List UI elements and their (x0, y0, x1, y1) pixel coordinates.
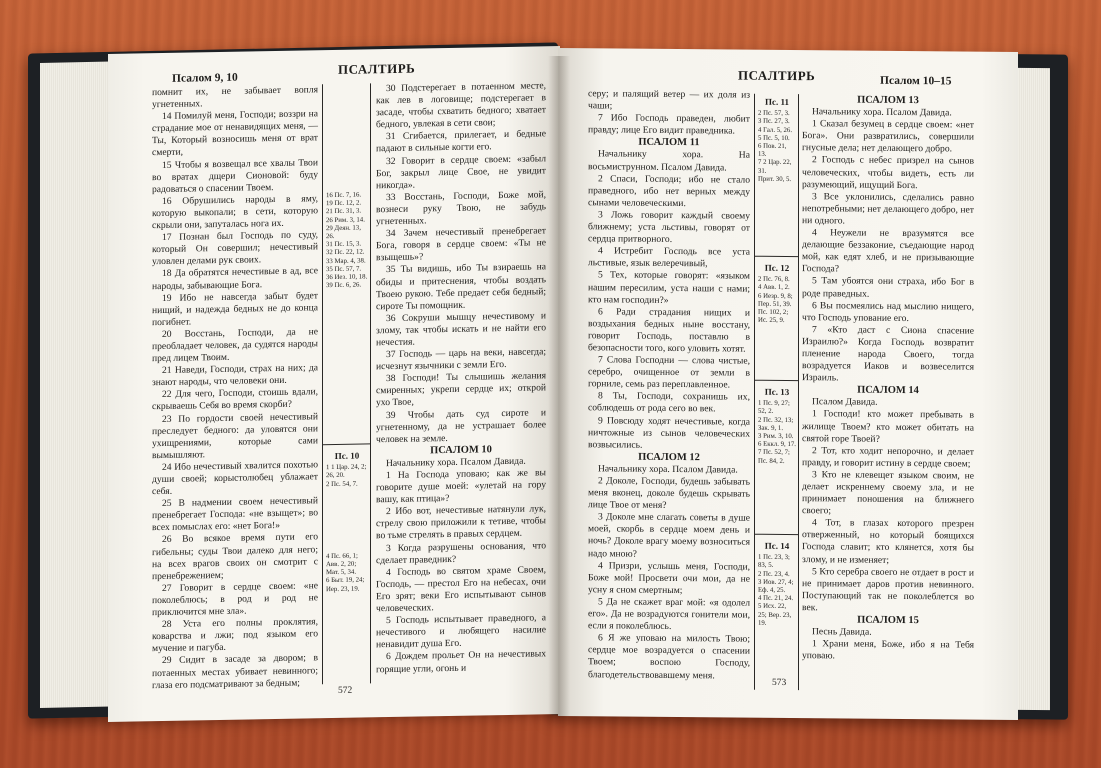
left-page (108, 46, 560, 722)
verse: 7 «Кто даст с Сиона спасение Израилю?» Когда Господь возвратит пленение народа Своего, тогда возрадуется Иаков и возвеселится Израиль. (802, 323, 974, 384)
right-crossrefs-ps14 (758, 540, 796, 628)
crossref: 5 Исх. 22, 25; Вер. 23, 19. (758, 603, 792, 627)
right-crossrefs-ps13 (758, 386, 796, 466)
crossref: 4 Пс. 66, 1; Авв. 2, 20; Мат. 5, 34. (326, 552, 358, 577)
crossref: 2 Пс. 23, 4. (758, 570, 790, 578)
crossref: 6 Еккл. 9, 17. (758, 440, 796, 449)
crossref: 3 Пс. 27, 3. (758, 118, 790, 126)
crossref: 32 Пс. 22, 12. (326, 248, 365, 257)
verse: Псалом Давида. (812, 396, 878, 409)
verse: 1 Господи! кто может пребывать в жилище Твоем? кто может обитать на святой горе Твоей? (802, 408, 974, 445)
crossref: 3 Иов. 27, 4; Еф. 4, 25. (758, 578, 794, 594)
verse: 39 Чтобы дать суд сироте и угнетенному, да не устрашает более человек на земле. (376, 406, 546, 445)
right-ref-divider-1 (754, 256, 798, 257)
crossref: 2 Пс. 76, 8. (758, 275, 790, 284)
verse: помнит их, не забывает вопля угнетенных. (152, 84, 318, 111)
crossref: 2 Пс. 32, 13; Зак. 9, 1. (758, 416, 794, 432)
verse: серу; и палящий ветер — их доля из чаши; (588, 88, 750, 112)
verse: 33 Восстань, Господи, Боже мой, вознеси руку Твою, не забудь угнетенных. (376, 189, 546, 228)
verse: 5 Тех, которые говорят: «языком нашим пересилим, уста наши с нами; кто нам господин?» (588, 269, 750, 306)
crossref: 1 Пс. 23, 3; 83, 5. (758, 553, 790, 570)
crossref: 35 Пс. 57, 7. (326, 265, 362, 273)
verse: 3 Когда разрушены основания, что сделает праведник? (376, 539, 546, 566)
crossref: 4 Авв. 1, 2. (758, 284, 790, 292)
verse: 28 Уста его полны проклятия, коварства и лжи; под языком его мучение и пагуба. (152, 616, 318, 655)
crossref: 6 Пов. 21, 13. (758, 142, 787, 159)
left-crossrefs-top (326, 191, 368, 290)
verse: 38 Господи! Ты слышишь желания смиренных; укрепи сердце их; открой ухо Твое, (376, 370, 546, 409)
verse: 4 Неужели не вразумятся все делающие беззаконие, съедающие народ мой, как едят хлеб, и не призывающие Господа? (802, 227, 974, 275)
left-running-header: Псалом 9, 10 (172, 71, 238, 85)
crossref: 3 Рим. 3, 10. (758, 432, 794, 441)
verse: 36 Сокруши мышцу нечестивому и злому, так чтобы искать и не найти его нечестия. (376, 310, 546, 349)
right-column-rule-1 (754, 94, 755, 690)
verse: 2 Ибо вот, нечестивые натянули лук, стрелу свою приложили к тетиве, чтобы во тьме стрелять в правых сердцем. (376, 503, 546, 542)
verse: 1 Сказал безумец в сердце своем: «нет Бога». Они развратились, совершили гнусные дела; нет делающего добро. (802, 118, 974, 155)
right-page (558, 48, 1018, 720)
verse: 34 Зачем нечестивый пренебрегает Бога, говоря в сердце своем: «Ты не взыщешь»? (376, 225, 546, 264)
verse: 21 Наведи, Господи, страх на них; да знают народы, что человеки они. (152, 362, 318, 389)
verse: 6 Ради страдания нищих и воздыхания бедных ныне восстану, говорит Господь, поставлю в безопасности того, кого уловить хотят. (588, 306, 750, 355)
verse: 3 Кто не клевещет языком своим, не делает искреннему своему зла, и не принимает поношения на ближнего своего; (802, 469, 974, 517)
verse: Начальнику хора. Псалом Давида. (386, 455, 526, 469)
verse: 1 На Господа уповаю; как же вы говорите душе моей: «улетай на гору вашу, как птица»? (376, 467, 546, 506)
verse: 4 Истребит Господь все уста льстивые, язык велеречивый, (588, 245, 750, 270)
crossref: 5 Пс. 5, 10. (758, 134, 790, 142)
crossref-psalm-label: Пс. 10 (334, 450, 360, 461)
left-column-rule-1 (322, 84, 323, 684)
verse: 8 Ты, Господи, сохранишь их, соблюдешь от рода сего во век. (588, 390, 750, 415)
right-ref-divider-2 (754, 380, 798, 381)
crossref: 7 2 Цар. 22, 31. (758, 159, 792, 175)
crossref: 31 Пс. 15, 3. (326, 240, 362, 249)
crossref: 4 Пс. 21, 24. (758, 594, 794, 603)
page-number-left: 572 (338, 685, 353, 696)
verse: 23 По гордости своей нечестивый преследует бедного: да уловятся они ухищрениями, которые сами вымышляют. (152, 410, 318, 461)
verse: 14 Помилуй меня, Господи; воззри на страдание мое от ненавидящих меня, — Ты, Который возносишь меня от врат смерти, (152, 108, 318, 159)
verse: 26 Во всякое время пути его гибельны; суды Твои далеко для него; на всех врагов своих он смотрит с пренебрежением; (152, 531, 318, 582)
right-running-header: Псалом 10–15 (880, 74, 952, 88)
verse: 2 Спаси, Господи; ибо не стало праведного, ибо нет верных между сынами человеческими. (588, 172, 750, 209)
right-page-title: ПСАЛТИРЬ (738, 67, 816, 84)
left-page-title: ПСАЛТИРЬ (338, 60, 416, 77)
verse: 31 Сгибается, прилегает, и бедные падают в сильные когти его. (376, 128, 546, 155)
psalm-heading: ПСАЛОМ 15 (857, 614, 919, 627)
verse: 5 Кто серебра своего не отдает в рост и не принимает даров против невинного. Поступающий так не поколеблется во век. (802, 565, 974, 614)
crossref: 2 Пс. 57, 3. (758, 109, 790, 118)
crossref: 21 Пс. 31, 3. (326, 207, 362, 216)
verse: Начальнику хора. Псалом Давида. (598, 463, 738, 476)
crossref: Пс. 102, 2; Ис. 25, 9. (758, 308, 789, 325)
verse: 1 Храни меня, Боже, ибо я на Тебя уповаю. (802, 638, 974, 662)
left-column-1 (152, 84, 318, 692)
verse: 9 Повсюду ходят нечестивые, когда ничтожные из сынов человеческих возвысились. (588, 414, 750, 451)
verse: 5 Там убоятся они страха, ибо Бог в роде праведных. (802, 275, 974, 300)
verse: 35 Ты видишь, ибо Ты взираешь на обиды и притеснения, чтобы воздать Твоею рукою. Тебе предает себя бедный; сироте Ты помощник. (376, 261, 546, 312)
left-column-2 (376, 80, 546, 676)
verse: 7 Ибо Господь праведен, любит правду; лице Его видит праведника. (588, 112, 750, 137)
verse: 4 Господь во святом храме Своем, Господь, — престол Его на небесах, очи Его зрят; веки Его испытывают сынов человеческих. (376, 564, 546, 615)
right-column-rule-2 (798, 94, 799, 690)
verse: 3 Доколе мне слагать советы в душе моей, скорбь в сердце моем день и ночь? Доколе врагу моему возноситься надо мною? (588, 511, 750, 560)
psalm-heading: ПСАЛОМ 11 (638, 137, 700, 149)
right-crossrefs-ps11 (758, 96, 796, 184)
verse: 32 Говорит в сердце своем: «забыл Бог, закрыл лице Свое, не увидит никогда». (376, 152, 546, 192)
verse: 3 Все уклонились, сделались равно непотребными; нет делающего добро, нет ни одного. (802, 190, 974, 227)
verse: 18 Да обратятся нечестивые в ад, все народы, забывающие Бога. (152, 265, 318, 292)
verse: 2 Господь с небес призрел на сынов человеческих, чтобы видеть, есть ли разумеющий, ищущий Бога. (802, 154, 974, 191)
verse: Песнь Давида. (812, 626, 872, 638)
crossref: 2 Пс. 54, 7. (326, 480, 358, 488)
verse: 19 Ибо не навсегда забыт будет нищий, и надежда бедных не до конца погибнет. (152, 289, 318, 328)
verse: Начальнику хора. Псалом Давида. (812, 106, 952, 119)
right-column-2 (802, 94, 974, 664)
verse: 30 Подстерегает в потаенном месте, как лев в логовище; подстерегает в засаде, чтобы схватить бедного; хватает бедного, увлекая в сети свои; (376, 80, 546, 131)
crossref: 36 Иез. 10, 18. (326, 273, 368, 282)
verse: 2 Доколе, Господи, будешь забывать меня вконец, доколе будешь скрывать лице Твое от меня? (588, 475, 750, 512)
verse: 4 Призри, услышь меня, Господи, Боже мой! Просвети очи мои, да не усну я сном смертным; (588, 559, 750, 596)
crossref: 19 Пс. 12, 2. (326, 199, 362, 208)
left-crossrefs-ps10 (326, 449, 368, 594)
verse: 20 Восстань, Господи, да не преобладает человек, да судятся народы пред лицем Твоим. (152, 326, 318, 365)
crossref: 26 Рим. 3, 14. (326, 216, 365, 224)
crossref: 6 Иезр. 9, 8; Пер. 51, 39. (758, 292, 793, 308)
verse: 6 Вы посмеялись над мыслию нищего, что Господь упование его. (802, 299, 974, 324)
crossref: 1 Пс. 9, 27; 52, 2. (758, 399, 790, 416)
left-column-rule-2 (370, 83, 371, 683)
crossref: 6 Быт. 19, 24; Иер. 23, 19. (326, 576, 365, 593)
verse: Начальнику хора. На восьмиструнном. Псалом Давида. (588, 148, 750, 174)
verse: 5 Господь испытывает праведного, а нечестивого и любящего насилие ненавидит душа Его. (376, 612, 546, 651)
verse: 17 Познан был Господь по суду, который Он совершил; нечестивый уловлен делами рук своих. (152, 229, 318, 268)
psalm-heading: ПСАЛОМ 12 (638, 451, 700, 464)
crossref-psalm-label: Пс. 12 (764, 262, 790, 274)
verse: 22 Для чего, Господи, стоишь вдали, скрываешь Себя во время скорби? (152, 386, 318, 413)
verse: 16 Обрушились народы в яму, которую выкопали; в сети, которую скрыли они, запуталась нога их. (152, 193, 318, 232)
verse: 6 Дождем прольет Он на нечестивых горящие угли, огонь и (376, 648, 546, 675)
page-number-right: 573 (772, 677, 787, 688)
right-ref-divider-3 (754, 534, 798, 535)
verse: 15 Чтобы я возвещал все хвалы Твои во вратах дщери Сионовой: буду радоваться о спасении Твоем. (152, 156, 318, 195)
psalm-heading: ПСАЛОМ 10 (430, 444, 492, 457)
page-edges-right (1018, 68, 1050, 710)
crossref: 4 Гал. 5, 26. (758, 126, 793, 134)
crossref: 1 1 Цар. 24, 2; 26, 20. (326, 463, 367, 480)
crossref: 33 Мар. 4, 38. (326, 257, 366, 265)
left-ref-divider (322, 443, 370, 445)
verse: 29 Сидит в засаде за двором; в потаенных местах убивает невинного; глаза его подсматривают за бедным; (152, 652, 318, 691)
crossref: 39 Пс. 6, 26. (326, 281, 362, 290)
verse: 24 Ибо нечестивый хвалится похотью души своей; корыстолюбец ублажает себя. (152, 459, 318, 498)
right-column-1 (588, 88, 750, 682)
crossref: 16 Пс. 7, 16. (326, 191, 362, 200)
verse: 4 Тот, в глазах которого презрен отверженный, но который боящихся Господа славит; кто клянется, хотя бы злому, и не изменяет; (802, 517, 974, 566)
verse: 3 Ложь говорит каждый своему ближнему; уста льстивы, говорят от сердца притворного. (588, 209, 750, 246)
verse: 6 Я же уповаю на милость Твою; сердце мое возрадуется о спасении Твоем; воспою Господу, благодетельствовавшему меня. (588, 632, 750, 681)
crossref-psalm-label: Пс. 14 (764, 540, 790, 552)
crossref-psalm-label: Пс. 13 (764, 386, 790, 398)
crossref: 7 Пс. 52, 7; Пс. 84, 2. (758, 449, 790, 465)
verse: 2 Тот, кто ходит непорочно, и делает правду, и говорит истину в сердце своем; (802, 444, 974, 470)
crossref: 29 Деян. 13, 26. (326, 224, 361, 241)
verse: 37 Господь — царь на веки, навсегда; исчезнут язычники с земли Его. (376, 346, 546, 373)
verse: 27 Говорит в сердце своем: «не поколеблюсь; в род и род не приключится мне зла». (152, 580, 318, 619)
psalm-heading: ПСАЛОМ 13 (857, 94, 919, 107)
psalm-heading: ПСАЛОМ 14 (857, 384, 919, 397)
crossref: Прит. 30, 5. (758, 175, 792, 183)
crossref-psalm-label: Пс. 11 (765, 96, 789, 108)
verse: 25 В надмении своем нечестивый пренебрегает Господа: «не взыщет»; во всех помыслах его: «нет Бога!» (152, 495, 318, 534)
verse: 7 Слова Господни — слова чистые, серебро, очищенное от земли в горниле, семь раз переплавленное. (588, 354, 750, 391)
right-crossrefs-ps12 (758, 262, 796, 326)
verse: 5 Да не скажет враг мой: «я одолел его». Да не возрадуются гонители мои, если я поколеблюсь. (588, 596, 750, 633)
